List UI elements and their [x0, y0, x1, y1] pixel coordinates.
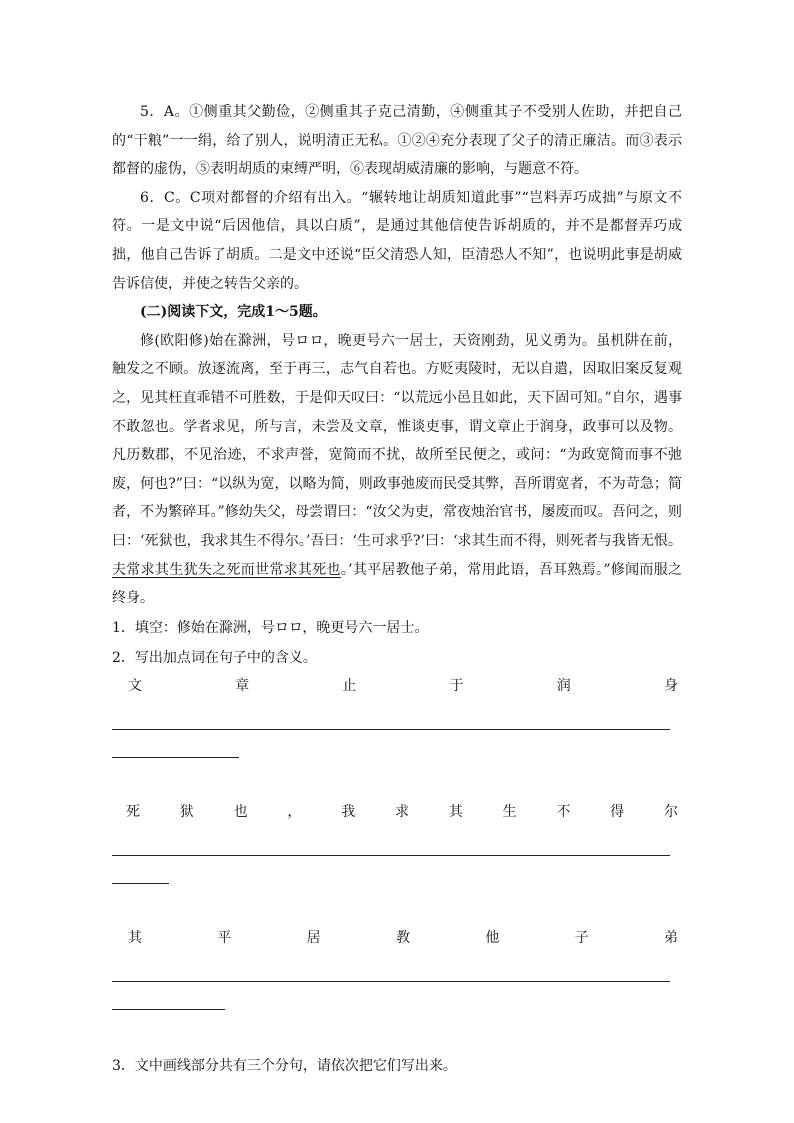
phrase-char: 文 [128, 677, 142, 694]
phrase-char: 平 [217, 929, 232, 946]
blank-group-3 [112, 925, 682, 1037]
phrase-char: 章 [235, 677, 250, 694]
answer-line[interactable] [112, 951, 670, 982]
phrase-1 [112, 673, 682, 699]
phrase-char: 求 [394, 803, 409, 820]
phrase-char: 弟 [663, 929, 678, 946]
blank-group-2 [112, 799, 682, 911]
answer-line[interactable] [112, 699, 670, 730]
phrase-2 [112, 799, 682, 825]
document-page [112, 98, 682, 1081]
question-3: 3．文中画线部分共有三个分句，请依次把它们写出来。 [112, 1057, 457, 1074]
answer-5: 5．A。①侧重其父勤俭，②侧重其子克己清勤，④侧重其子不受别人佐助，并把自己的“干粮”一一绢，给了别人，说明清正无私。①②④充分表现了父子的清正廉洁。而③表示都督的虚伪，⑤表明胡质的束缚严明，⑥表现胡威清廉的影响，与题意不符。 [112, 104, 682, 178]
passage-text-before: 修(欧阳修)始在滁洲，号ロロ，晚更号六一居士，天资刚劲，见义勇为。虽机阱在前，触发之不顾。放逐流离，至于再三，志气自若也。方贬夷陵时，无以自遣，因取旧案反复观之，见其枉直乖错不可胜数，于是仰天叹曰：“以荒远小邑且如此，天下固可知。”自尔，遇事不敢忽也。学者求见，所与言，未尝及文章，惟谈吏事，谓文章止于润身，政事可以及物。凡历数郡，不见治迹，不求声誉，宽简而不扰，故所至民便之，或问：“为政宽简而事不弛废，何也?”曰：“以纵为宽，以略为简，则政事弛废而民受其弊，吾所谓宽者，不为苛急；简者，不为繁碎耳。”修幼失父，母尝谓曰：“汝父为吏，常夜烛治官书，屡废而叹。吾问之，则曰：‘死狱也，我求其生不得尔。’吾曰：‘生可求乎?’曰：‘求其生而不得，则死者与我皆无恨。 [112, 332, 682, 549]
phrase-char: 于 [449, 677, 464, 694]
passage-text-after: 。’其平居教他子弟，常用此语，吾耳熟焉。”修闻而服之终身。 [112, 561, 683, 607]
answer-line-short[interactable] [112, 883, 682, 911]
answer-6: 6．C。C项对都督的介绍有出入。“辗转地让胡质知道此事”“岂料弄巧成拙”与原文不符。一是文中说“后因他信，具以白质”，是通过其他信使告诉胡质的，并不是都督弄巧成拙，他自己告诉了胡质。二是文中还说“臣父清恐人知，臣清恐人不知”，也说明此事是胡威告诉信使，并使之转告父亲的。 [112, 189, 682, 292]
phrase-char: 他 [485, 929, 500, 946]
phrase-char: 身 [663, 677, 678, 694]
phrase-char: 其 [448, 803, 463, 820]
answer-line[interactable] [112, 825, 670, 856]
answer-line-short[interactable] [112, 1009, 682, 1037]
phrase-char: 其 [128, 929, 142, 946]
phrase-char: 教 [395, 929, 410, 946]
question-2: 2．写出加点词在句子中的含义。 [112, 649, 317, 666]
phrase-char: 不 [556, 803, 571, 820]
phrase-char: 止 [342, 677, 357, 694]
phrase-char: 得 [610, 803, 625, 820]
section-heading: (二)阅读下文，完成1～5题。 [140, 304, 327, 321]
phrase-char: 狱 [179, 803, 194, 820]
phrase-char: 生 [502, 803, 517, 820]
phrase-char: ， [287, 803, 302, 820]
phrase-char: 居 [306, 929, 321, 946]
phrase-char: 我 [341, 803, 356, 820]
answer-line-short[interactable] [112, 757, 682, 785]
phrase-char: 尔 [663, 803, 678, 820]
phrase-char: 子 [574, 929, 589, 946]
phrase-char: 死 [126, 803, 140, 820]
phrase-3 [112, 925, 682, 951]
phrase-char: 润 [556, 677, 571, 694]
underlined-sentence: 夫常求其生犹失之死而世常求其死也 [112, 561, 341, 578]
blank-group-1 [112, 673, 682, 785]
passage [112, 327, 682, 613]
question-1: 1．填空：修始在滁洲，号ロロ，晚更号六一居士。 [112, 619, 429, 636]
phrase-char: 也 [233, 803, 248, 820]
